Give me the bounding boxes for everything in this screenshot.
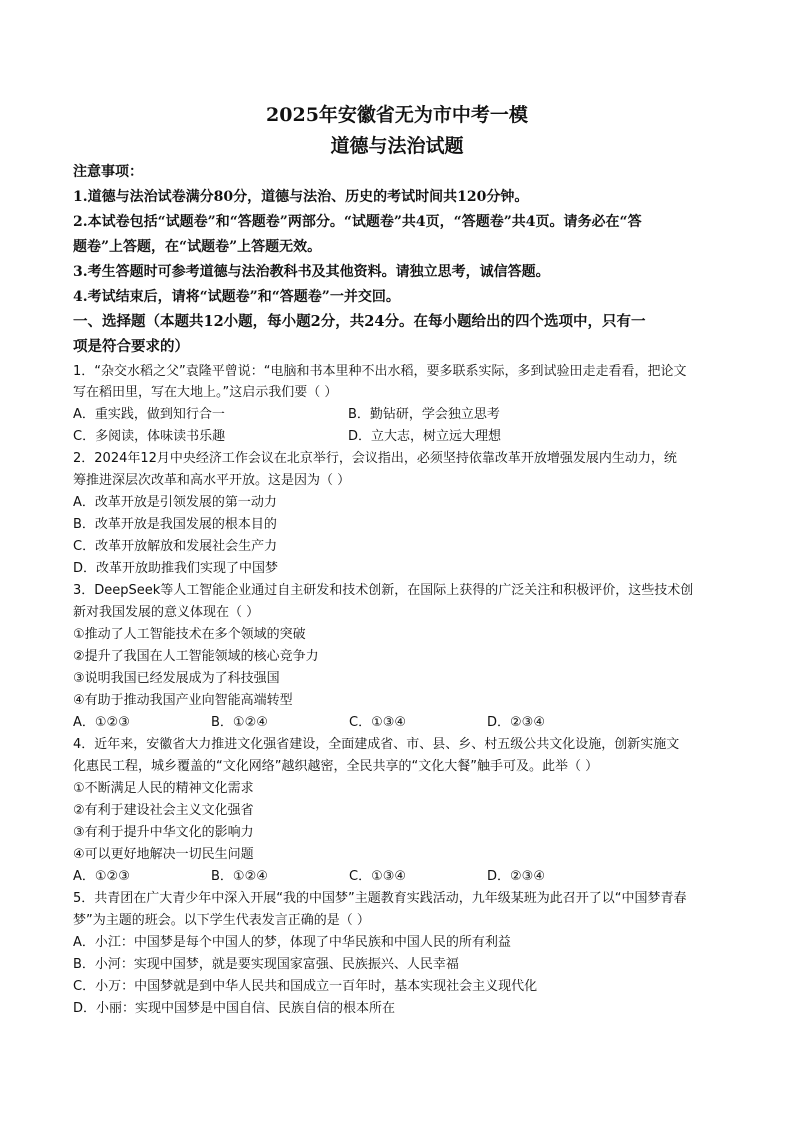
q4-option-d: D．②③④ [487, 869, 545, 884]
q5-stem: 5．共青团在广大青少年中深入开展“我的中国梦”主题教育实践活动，九年级某班为此召开了以“中国梦青春 [73, 891, 687, 906]
note-item-2: 2.本试卷包括“试题卷”和“答题卷”两部分。“试题卷”共4页，“答题卷”共4页。请务必在“答 [73, 214, 642, 230]
q3-option-a: A．①②③ [73, 715, 130, 730]
section-heading-cont: 项是符合要求的） [73, 338, 189, 355]
q4-statement-1: ①不断满足人民的精神文化需求 [73, 781, 254, 796]
notes-heading: 注意事项： [73, 164, 143, 180]
q4-stem-cont: 化惠民工程，城乡覆盖的“文化网络”越织越密，全民共享的“文化大餐”触手可及。此举（ ） [73, 759, 599, 774]
q4-option-b: B．①②④ [211, 869, 268, 884]
note-item-3: 3.考生答题时可参考道德与法治教科书及其他资料。请独立思考，诚信答题。 [73, 264, 550, 280]
q2-stem: 2．2024年12月中央经济工作会议在北京举行，会议指出，必须坚持依靠改革开放增强发展内生动力，统 [73, 451, 677, 466]
q4-statement-4: ④可以更好地解决一切民生问题 [73, 847, 254, 862]
q4-statement-3: ③有利于提升中华文化的影响力 [73, 825, 254, 840]
q1-option-c: C．多阅读，体味读书乐趣 [73, 429, 226, 444]
note-item-4: 4.考试结束后，请将“试题卷”和“答题卷”一并交回。 [73, 289, 400, 305]
q3-stem: 3．DeepSeek等人工智能企业通过自主研发和技术创新，在国际上获得的广泛关注和积极评价，这些技术创 [73, 583, 694, 598]
q1-stem: 1．“杂交水稻之父”袁隆平曾说：“电脑和书本里种不出水稻，要多联系实际，多到试验田走走看看，把论文 [73, 364, 687, 379]
q5-option-d: D．小丽：实现中国梦是中国自信、民族自信的根本所在 [73, 1001, 396, 1016]
q4-option-c: C．①③④ [349, 869, 407, 884]
q5-option-a: A．小江：中国梦是每个中国人的梦，体现了中华民族和中国人民的所有利益 [73, 935, 511, 950]
q5-option-c: C．小万：中国梦就是到中华人民共和国成立一百年时，基本实现社会主义现代化 [73, 979, 538, 994]
exam-subtitle: 道德与法治试题 [330, 135, 464, 157]
q2-option-c: C．改革开放解放和发展社会生产力 [73, 539, 278, 554]
q1-option-b: B．勤钻研，学会独立思考 [348, 407, 500, 422]
q4-stem: 4．近年来，安徽省大力推进文化强省建设，全面建成省、市、县、乡、村五级公共文化设施，创新实施文 [73, 737, 680, 752]
note-item-1: 1.道德与法治试卷满分80分，道德与法治、历史的考试时间共120分钟。 [73, 189, 529, 205]
q3-stem-cont: 新对我国发展的意义体现在（ ） [73, 605, 260, 620]
q4-option-a: A．①②③ [73, 869, 130, 884]
q3-statement-2: ②提升了我国在人工智能领域的核心竞争力 [73, 649, 319, 664]
q2-stem-cont: 筹推进深层次改革和高水平开放。这是因为（ ） [73, 473, 351, 488]
q3-option-b: B．①②④ [211, 715, 268, 730]
q2-option-b: B．改革开放是我国发展的根本目的 [73, 517, 277, 532]
q3-statement-3: ③说明我国已经发展成为了科技强国 [73, 671, 280, 686]
q2-option-d: D．改革开放助推我们实现了中国梦 [73, 561, 279, 576]
q1-stem-cont: 写在稻田里，写在大地上。”这启示我们要（ ） [73, 385, 338, 400]
q3-statement-4: ④有助于推动我国产业向智能高端转型 [73, 693, 293, 708]
q5-option-b: B．小河：实现中国梦，就是要实现国家富强、民族振兴、人民幸福 [73, 957, 459, 972]
q5-stem-cont: 梦”为主题的班会。以下学生代表发言正确的是（ ） [73, 913, 370, 928]
q4-statement-2: ②有利于建设社会主义文化强省 [73, 803, 254, 818]
note-item-2-cont: 题卷”上答题，在“试题卷”上答题无效。 [73, 239, 322, 255]
q1-option-d: D．立大志，树立远大理想 [348, 429, 502, 444]
section-heading: 一、选择题（本题共12小题，每小题2分，共24分。在每小题给出的四个选项中，只有一 [73, 313, 646, 330]
q1-option-a: A．重实践，做到知行合一 [73, 407, 225, 422]
exam-title: 2025年安徽省无为市中考一模 [266, 104, 528, 126]
q2-option-a: A．改革开放是引领发展的第一动力 [73, 495, 277, 510]
q3-statement-1: ①推动了人工智能技术在多个领域的突破 [73, 627, 306, 642]
q3-option-d: D．②③④ [487, 715, 545, 730]
q3-option-c: C．①③④ [349, 715, 407, 730]
